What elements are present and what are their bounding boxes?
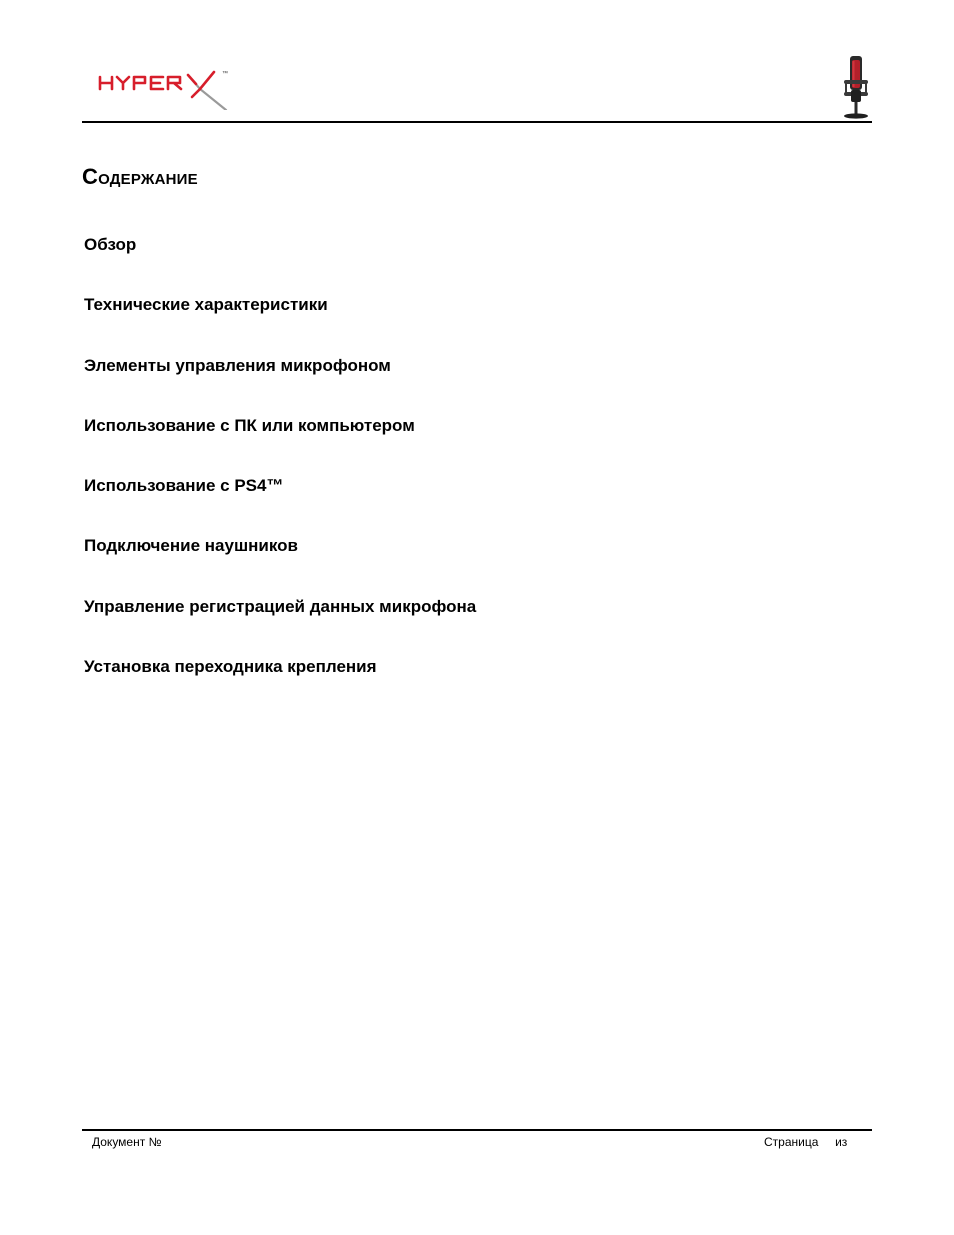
hyperx-logo (96, 66, 236, 110)
toc-item-overview[interactable]: Обзор (84, 235, 137, 254)
toc-item-mic-monitoring[interactable]: Управление регистрацией данных микрофона (84, 596, 477, 616)
footer-document-label: Документ № (92, 1135, 162, 1149)
header-divider (82, 121, 872, 123)
toc-item-mount-adapter[interactable]: Установка переходника крепления (84, 657, 377, 677)
microphone-image (840, 54, 872, 120)
footer-document-number (92, 1135, 161, 1149)
toc-item-headphones[interactable]: Подключение наушников (84, 536, 298, 556)
footer-page-number (764, 1135, 847, 1149)
toc-item-mic-controls[interactable]: Элементы управления микрофоном (84, 355, 391, 375)
footer-of-label: из (835, 1135, 848, 1149)
toc-item-pc-usage[interactable]: Использование с ПК или компьютером (84, 415, 415, 435)
toc-item-specifications[interactable]: Технические характеристики (84, 295, 328, 315)
trademark-mark: ™ (222, 71, 228, 77)
toc-list (84, 234, 476, 716)
footer-divider (82, 1129, 872, 1131)
page-header (82, 50, 872, 122)
footer-page-label: Страница (764, 1135, 819, 1149)
toc-title: Содержание (82, 164, 198, 189)
toc-item-ps4-usage[interactable]: Использование с PS4™ (84, 476, 284, 496)
